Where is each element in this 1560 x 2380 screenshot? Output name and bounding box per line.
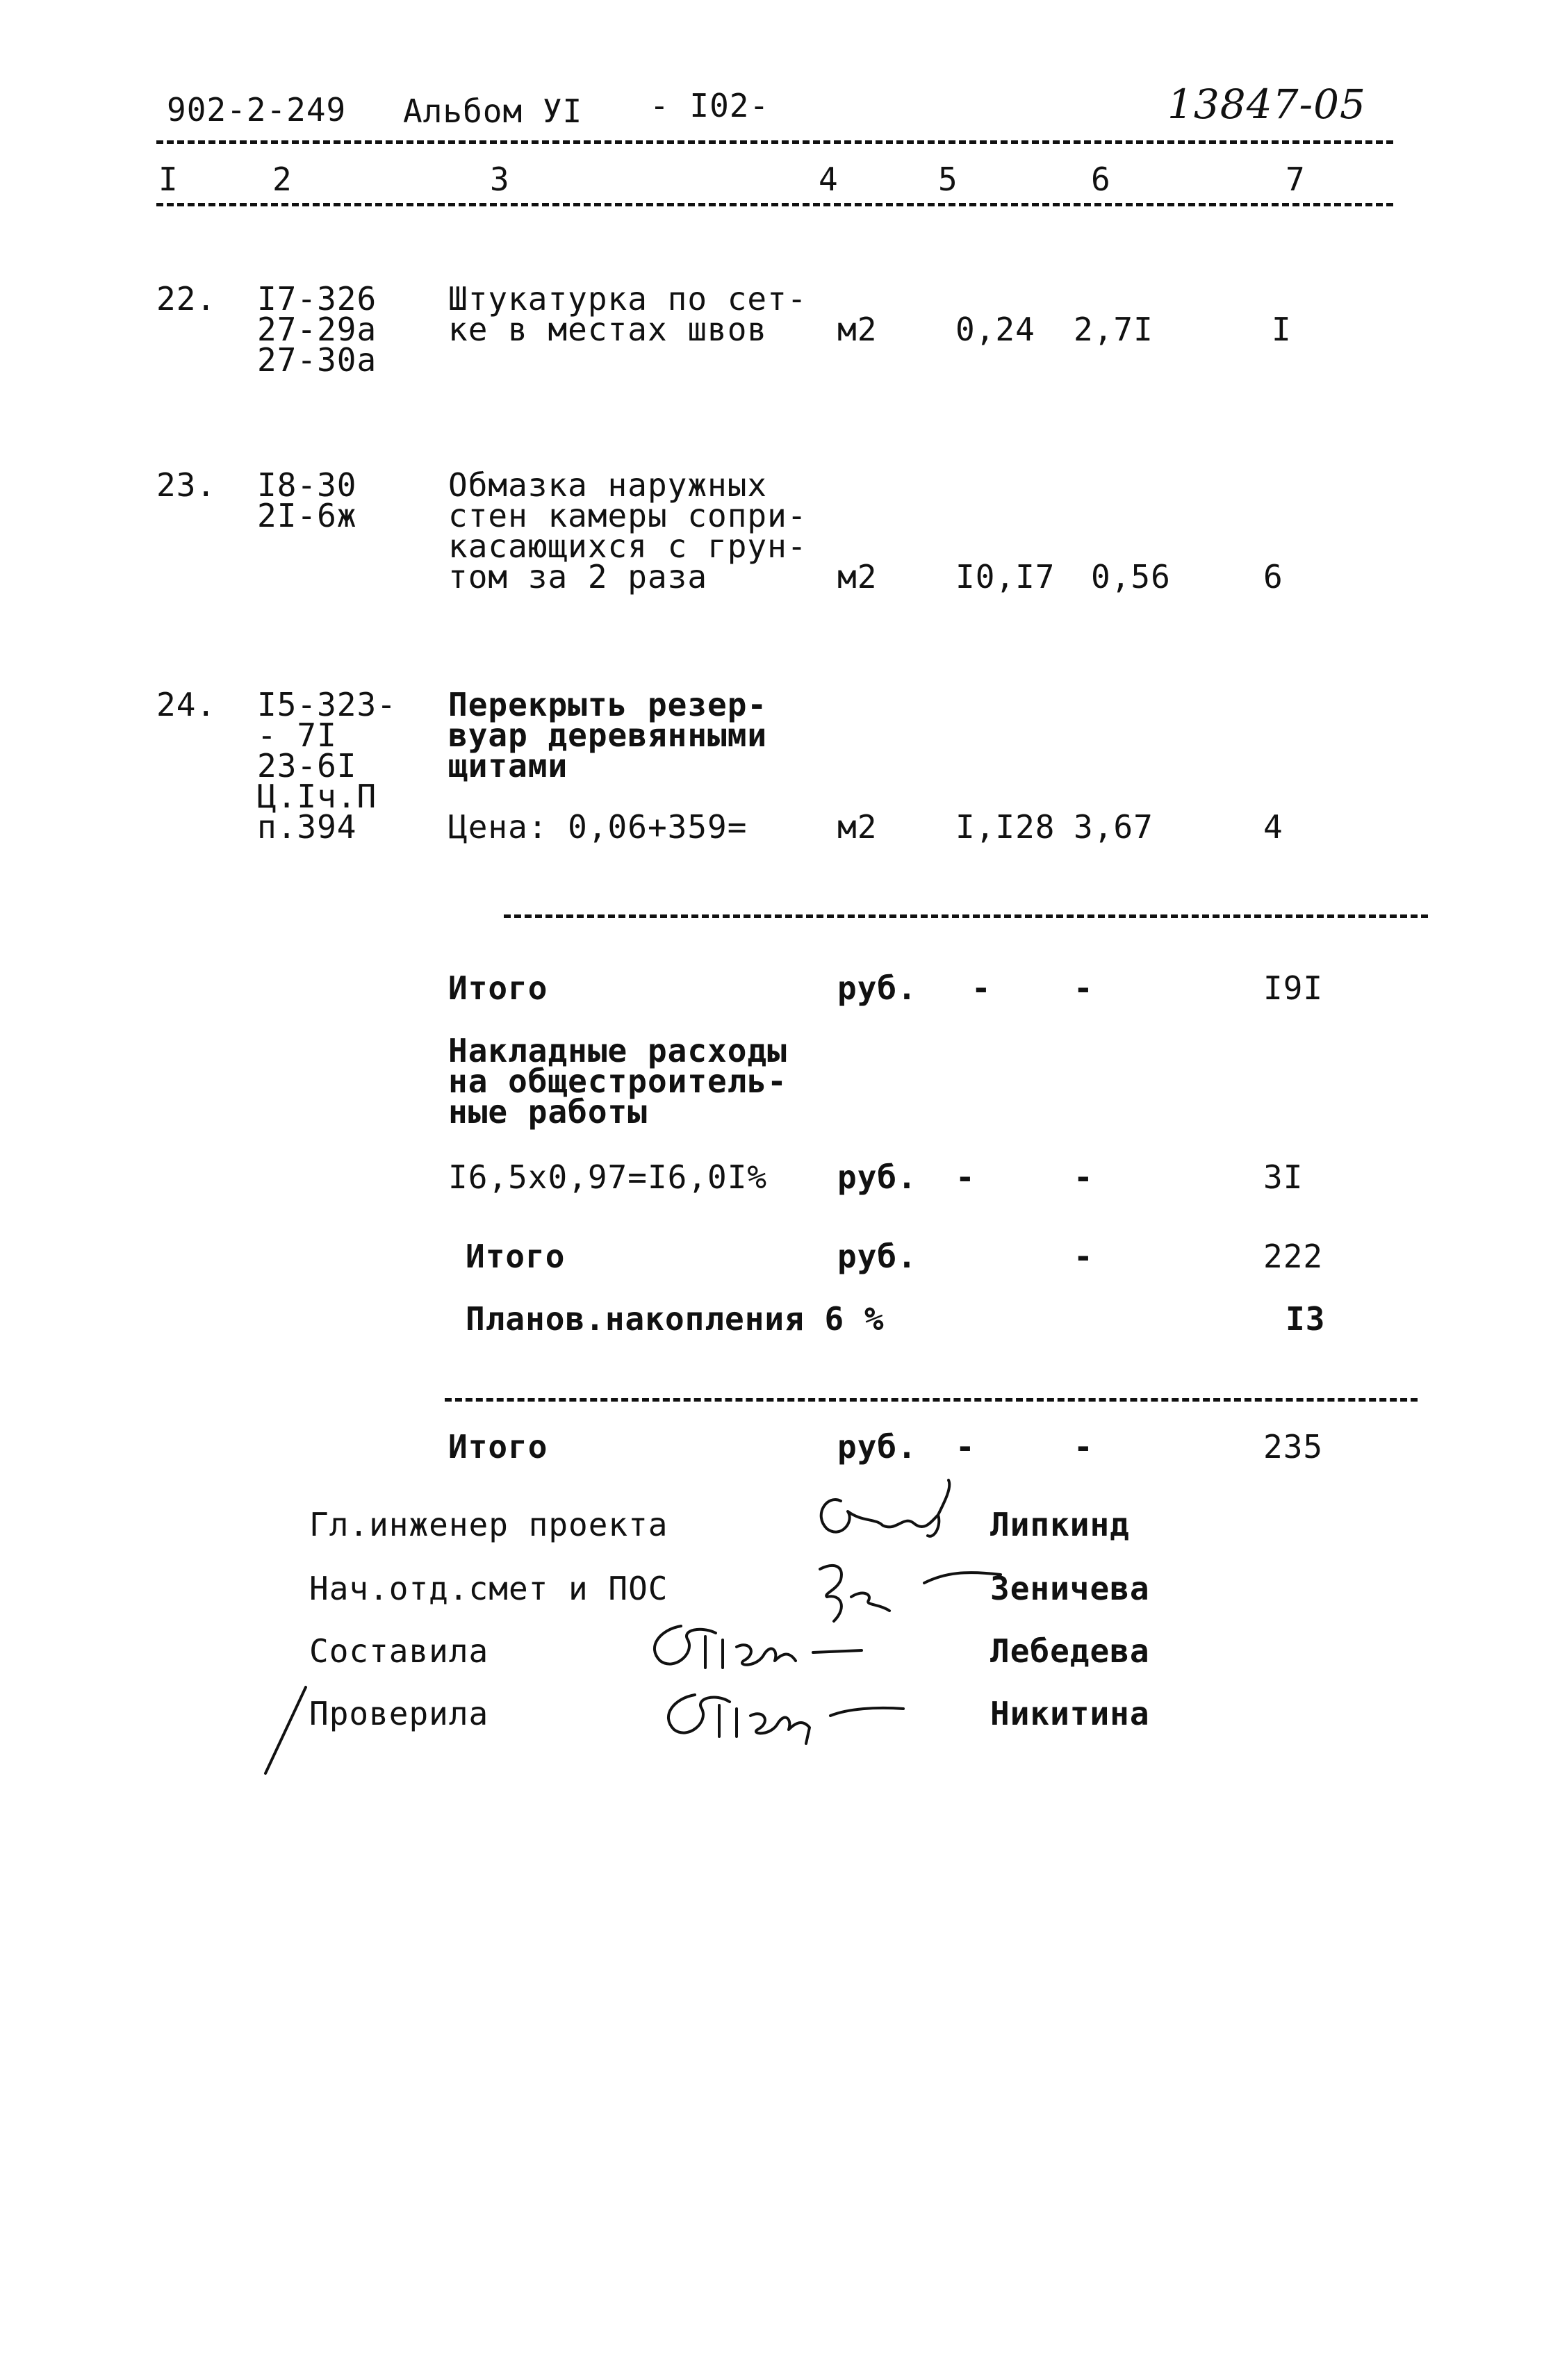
signature-name-head-of-department: Зеничева xyxy=(990,1570,1150,1607)
overhead-col6: - xyxy=(1074,1158,1094,1196)
row-number: 23. xyxy=(156,466,217,504)
subtotal-label: Итого xyxy=(448,969,548,1007)
row-code: I8-30 xyxy=(257,466,357,504)
row-description: Перекрыть резер- xyxy=(448,686,768,723)
album-label: Альбом УI xyxy=(403,92,583,130)
subtotal-col6: - xyxy=(1074,969,1094,1007)
row-unit: м2 xyxy=(837,558,878,596)
total-rule xyxy=(445,1398,1418,1402)
subtotal-col5: - xyxy=(971,969,992,1007)
page-number: - I02- xyxy=(650,87,770,124)
overhead-formula: I6,5х0,97=I6,0I% xyxy=(448,1158,768,1196)
row-total: I xyxy=(1272,311,1292,348)
planned-savings-label: Планов.накопления 6 % xyxy=(466,1300,885,1338)
overhead-col5: - xyxy=(955,1158,976,1196)
col-header-2: 2 xyxy=(272,161,293,198)
row-code: 2I-6ж xyxy=(257,497,357,534)
row-code: 27-30а xyxy=(257,341,377,379)
row-price: 0,56 xyxy=(1091,558,1171,596)
col-header-6: 6 xyxy=(1091,161,1111,198)
row-code: 23-6I xyxy=(257,747,357,785)
signature-role-compiled-by: Составила xyxy=(309,1632,489,1670)
col-header-3: 3 xyxy=(490,161,510,198)
planned-savings-value: I3 xyxy=(1286,1300,1326,1338)
overhead-label: ные работы xyxy=(448,1093,648,1131)
row-quantity: I,I28 xyxy=(955,808,1056,846)
subtotal2-col6: - xyxy=(1074,1238,1094,1275)
subtotal-unit: руб. xyxy=(837,969,917,1007)
overhead-unit: руб. xyxy=(837,1158,917,1196)
row-unit: м2 xyxy=(837,311,878,348)
row-total: 6 xyxy=(1263,558,1283,596)
row-description: Штукатурка по сет- xyxy=(448,280,807,318)
row-description: ке в местах швов xyxy=(448,311,768,348)
row-code: - 7I xyxy=(257,716,337,754)
col-header-4: 4 xyxy=(819,161,839,198)
signature-role-checked-by: Проверила xyxy=(309,1695,489,1732)
signature-name-checked-by: Никитина xyxy=(990,1695,1150,1732)
signature-role-chief-engineer: Гл.инженер проекта xyxy=(309,1506,668,1543)
doc-number: 13847-05 xyxy=(1167,81,1366,128)
row-quantity: I0,I7 xyxy=(955,558,1056,596)
row-description: стен камеры сопри- xyxy=(448,497,807,534)
col-header-1: I xyxy=(158,161,179,198)
signature-name-chief-engineer: Липкинд xyxy=(990,1506,1130,1543)
row-number: 24. xyxy=(156,686,217,723)
grand-total-col6: - xyxy=(1074,1428,1094,1466)
col-header-5: 5 xyxy=(938,161,958,198)
subtotal-value: I9I xyxy=(1263,969,1324,1007)
row-total: 4 xyxy=(1263,808,1283,846)
row-price: 2,7I xyxy=(1074,311,1153,348)
check-slash-mark xyxy=(257,1682,313,1779)
row-code: п.394 xyxy=(257,808,357,846)
subtotal2-label: Итого xyxy=(466,1238,566,1275)
signature-role-head-of-department: Нач.отд.смет и ПОС xyxy=(309,1570,668,1607)
row-number: 22. xyxy=(156,280,217,318)
row-description: Обмазка наружных xyxy=(448,466,768,504)
row-description: касающихся с грун- xyxy=(448,527,807,565)
overhead-label: Накладные расходы xyxy=(448,1032,787,1069)
overhead-label: на общестроитель- xyxy=(448,1062,787,1100)
subtotal2-value: 222 xyxy=(1263,1238,1324,1275)
col-header-7: 7 xyxy=(1286,161,1306,198)
row-unit: м2 xyxy=(837,808,878,846)
handwritten-signature xyxy=(639,1612,903,1682)
row-price-formula: Цена: 0,06+359= xyxy=(448,808,748,846)
row-description: вуар деревянными xyxy=(448,716,768,754)
table-end-rule xyxy=(504,914,1428,918)
row-code: Ц.Iч.П xyxy=(257,778,377,815)
grand-total-label: Итого xyxy=(448,1428,548,1466)
subtotal2-unit: руб. xyxy=(837,1238,917,1275)
row-code: I7-326 xyxy=(257,280,377,318)
grand-total-value: 235 xyxy=(1263,1428,1324,1466)
grand-total-col5: - xyxy=(955,1428,976,1466)
row-code: I5-323- xyxy=(257,686,397,723)
album-code: 902-2-249 xyxy=(167,91,347,129)
row-description: щитами xyxy=(448,747,568,785)
header-rule xyxy=(156,140,1393,144)
row-description: том за 2 раза xyxy=(448,558,708,596)
grand-total-unit: руб. xyxy=(837,1428,917,1466)
handwritten-signature xyxy=(653,1677,917,1754)
overhead-value: 3I xyxy=(1263,1158,1304,1196)
handwritten-signature xyxy=(799,1473,966,1550)
column-header-rule xyxy=(156,203,1393,206)
row-code: 27-29а xyxy=(257,311,377,348)
signature-name-compiled-by: Лебедева xyxy=(990,1632,1150,1670)
row-price: 3,67 xyxy=(1074,808,1153,846)
row-quantity: 0,24 xyxy=(955,311,1035,348)
